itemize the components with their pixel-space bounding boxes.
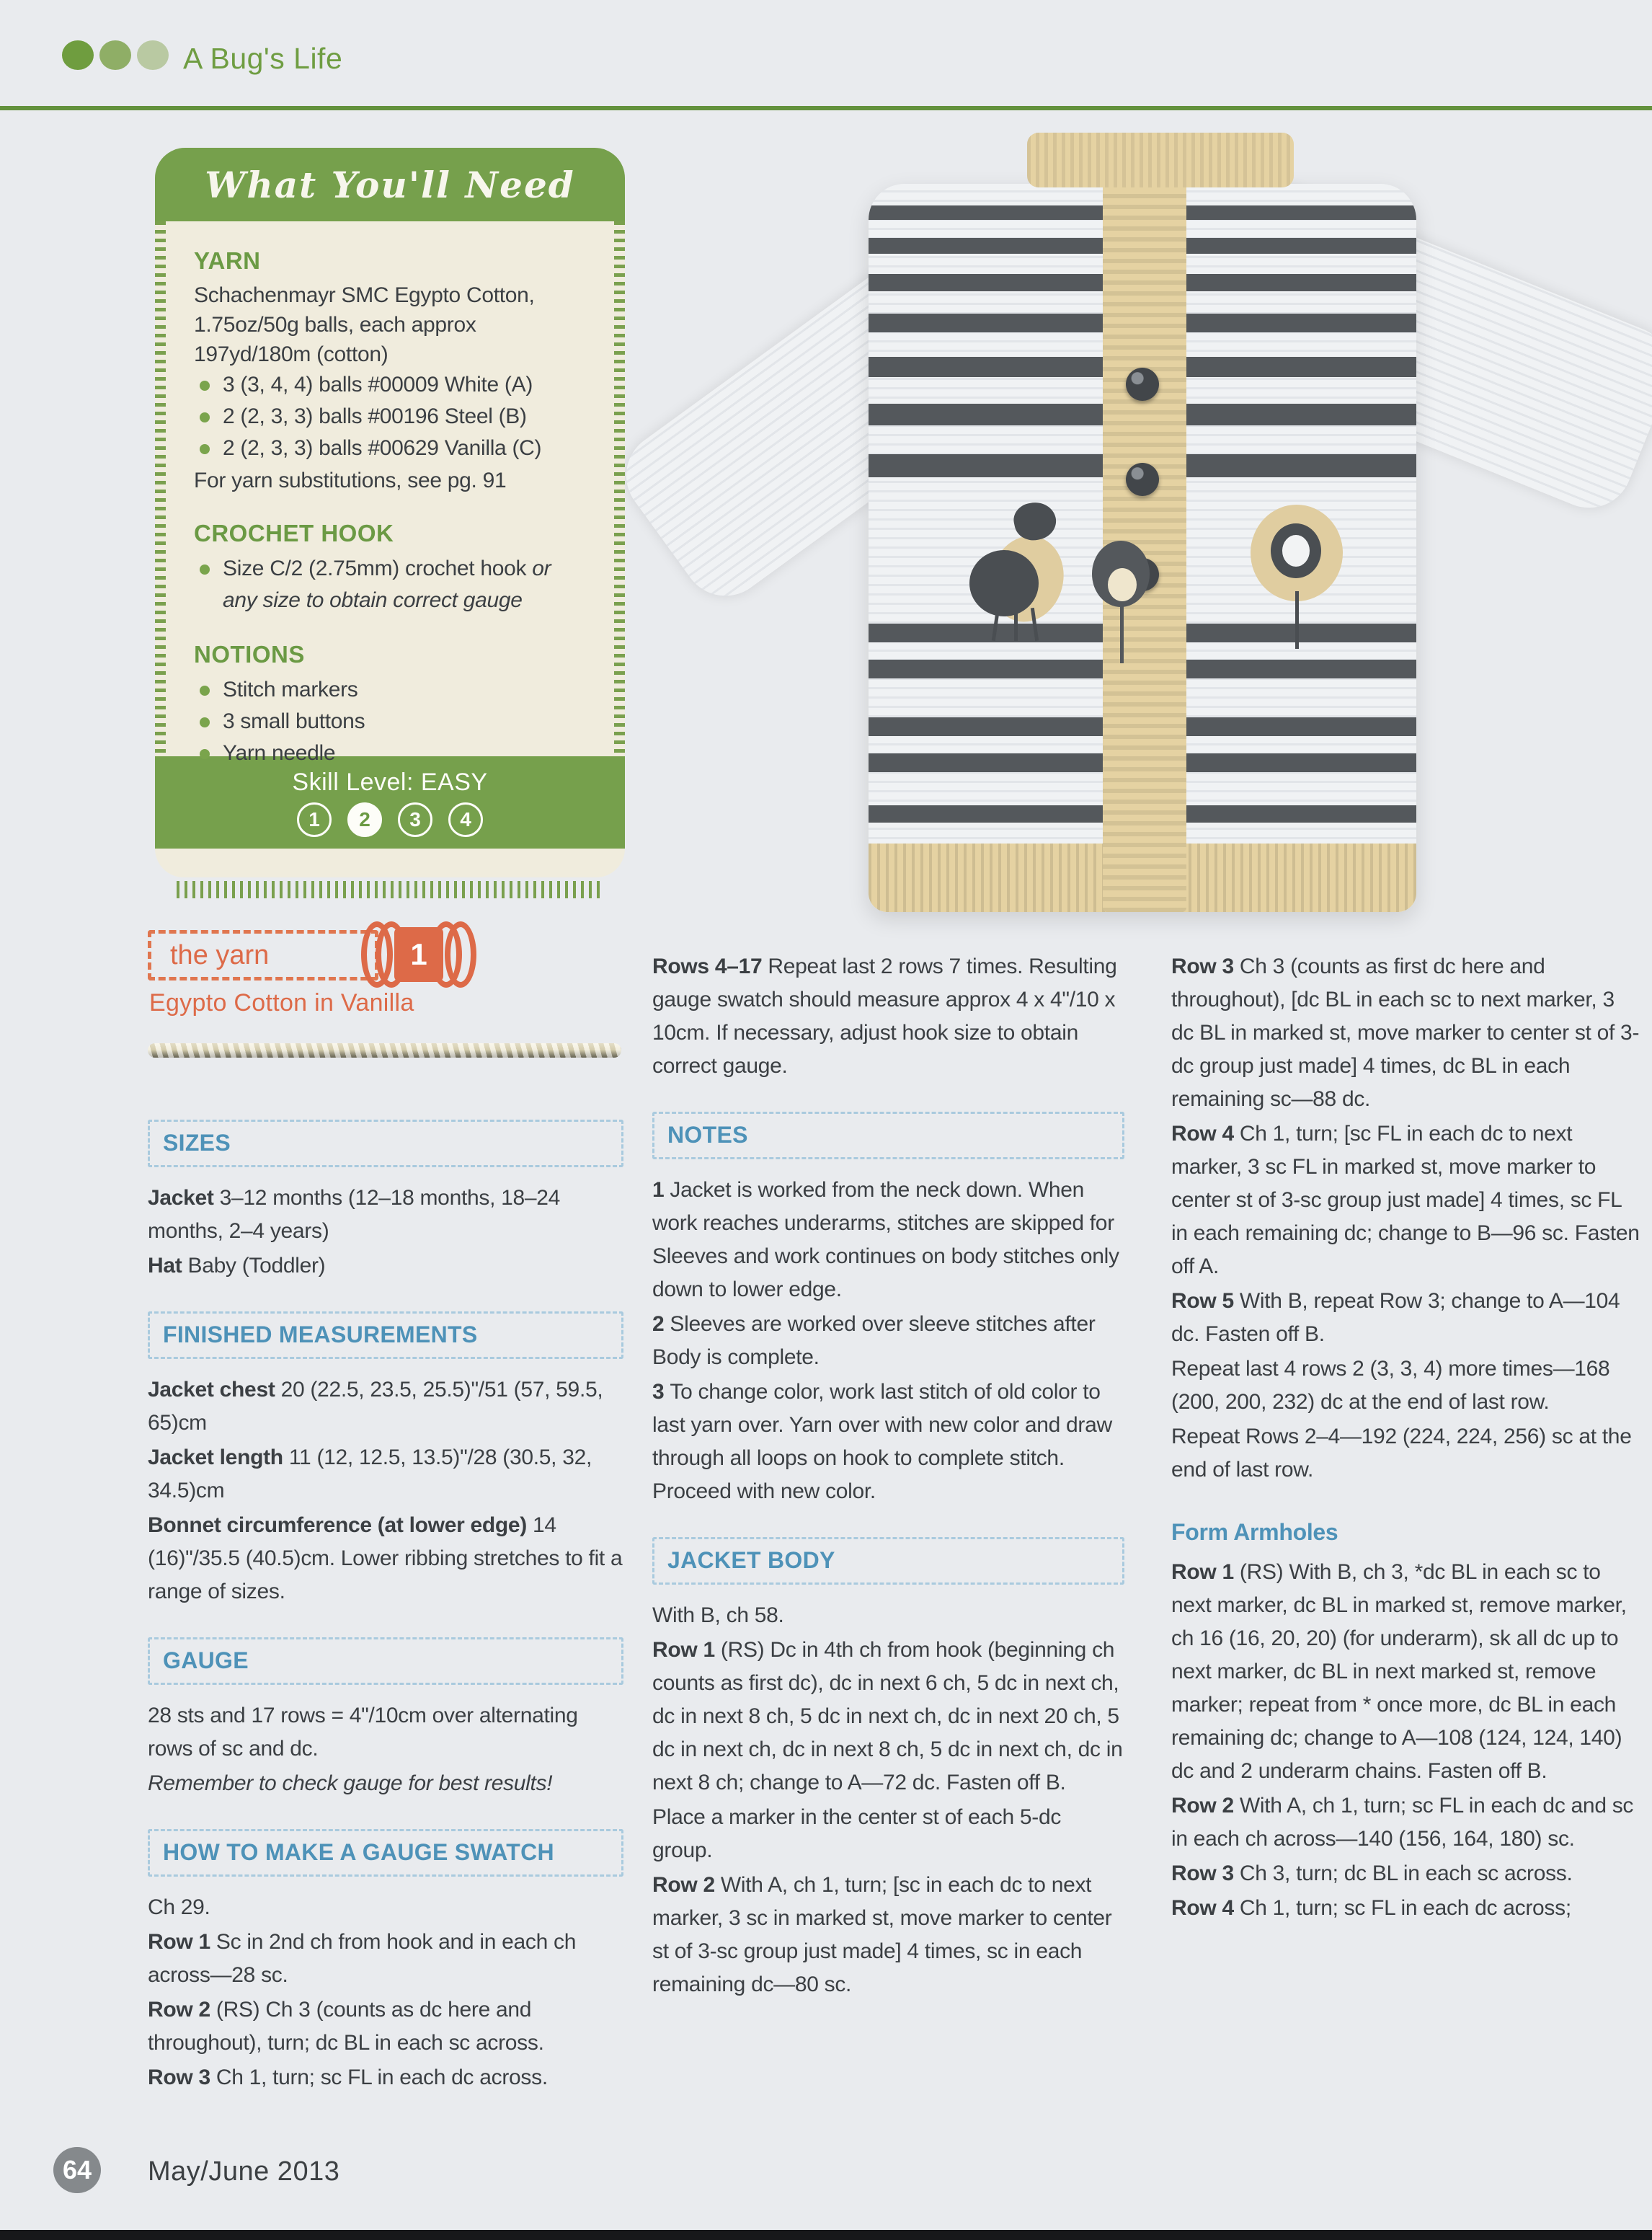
skill-level-4: 4	[448, 802, 483, 837]
section-sizes	[148, 1120, 623, 1283]
article-title: A Bug's Life	[183, 42, 343, 75]
skill-level-scale	[297, 802, 483, 837]
paragraph: Bonnet circumference (at lower edge) 14 (16)"/35.5 (40.5)cm. Lower ribbing stretches to fit a range of sizes.	[148, 1513, 623, 1603]
paragraph: Remember to check gauge for best results!	[148, 1771, 553, 1795]
paragraph: Jacket length 11 (12, 12.5, 13.5)"/28 (30.5, 32, 34.5)cm	[148, 1446, 592, 1502]
yarn-substitution-note: For yarn substitutions, see pg. 91	[194, 469, 507, 492]
what-youll-need-box	[155, 148, 625, 877]
yarn-section	[194, 247, 586, 495]
page-number-badge: 64	[53, 2147, 101, 2193]
paragraph: Row 3 Ch 3 (counts as first dc here and throughout), [dc BL in each sc to next marker, 3 dc BL in marked st, move marker to center st of 3-dc group just made] 4 times, dc BL in each remaining sc—88 dc.	[1171, 955, 1640, 1111]
sweater-photo	[634, 123, 1647, 952]
paragraph: 28 sts and 17 rows = 4"/10cm over alternating rows of sc and dc.	[148, 1704, 578, 1761]
list-item: 3 small buttons	[194, 706, 586, 738]
the-yarn-label-box	[148, 930, 378, 980]
paragraph: Row 4 Ch 1, turn; [sc FL in each dc to next marker, 3 sc FL in marked st, move marker to center st of 3-sc group just made] 4 times, sc FL in each remaining dc; change to B—96 sc. Fasten off A.	[1171, 1122, 1640, 1278]
section-heading: GAUGE	[148, 1637, 623, 1685]
paragraph: Row 1 (RS) Dc in 4th ch from hook (beginning ch counts as first dc), dc in next 6 ch, 5 dc in next ch, dc in next 8 ch, 5 dc in next ch, dc in next 20 ch, 5 dc in next ch, dc in next 8 ch, 5 dc in next ch, dc in next 8 ch; change to A—72 dc. Fasten off B.	[652, 1638, 1123, 1794]
issue-date: May/June 2013	[148, 2156, 340, 2187]
middle-column	[652, 950, 1124, 2030]
section-continued	[652, 950, 1124, 1083]
paragraph: Hat Baby (Toddler)	[148, 1254, 326, 1278]
yarn-name: Egypto Cotton in Vanilla	[149, 989, 414, 1017]
paragraph: Row 2 (RS) Ch 3 (counts as dc here and throughout), turn; dc BL in each sc across.	[148, 1998, 544, 2055]
yarn-skein-icon	[361, 918, 484, 993]
fringe-decoration	[177, 881, 603, 898]
page-edge	[0, 2230, 1652, 2240]
paragraph: Row 1 (RS) With B, ch 3, *dc BL in each sc to next marker, dc BL in marked st, remove marker, ch 16 (16, 20, 20) (for underarm), sk all dc up to next marker, dc BL in next marked st, remove marker; repeat from * once more, dc BL in each remaining dc; change to A—108 (124, 124, 140) dc and 2 underarm chains. Fasten off B.	[1171, 1560, 1627, 1783]
needs-box-footer	[155, 849, 625, 877]
paragraph: Repeat Rows 2–4—192 (224, 224, 256) sc at the end of last row.	[1171, 1425, 1632, 1482]
section-heading: JACKET BODY	[652, 1537, 1124, 1585]
notions-heading: NOTIONS	[194, 641, 305, 668]
skill-level-2: 2	[347, 802, 382, 837]
paragraph: 3 To change color, work last stitch of old color to last yarn over. Yarn over with new color and draw through all loops on hook to complete stitch. Proceed with new color.	[652, 1380, 1112, 1503]
skill-level-1: 1	[297, 802, 332, 837]
needs-box-body	[155, 221, 625, 765]
needs-box-header	[155, 148, 625, 221]
yarn-bullet-list	[194, 369, 586, 464]
flower-ring-applique	[1251, 505, 1344, 649]
paragraph: Row 3 Ch 3, turn; dc BL in each sc across.	[1171, 1861, 1573, 1885]
right-column	[1171, 950, 1640, 1954]
paragraph: Row 3 Ch 1, turn; sc FL in each dc across.	[148, 2066, 548, 2089]
paragraph: Row 5 With B, repeat Row 3; change to A—104 dc. Fasten off B.	[1171, 1289, 1620, 1346]
paragraph: Row 2 With A, ch 1, turn; [sc in each dc to next marker, 3 sc in marked st, move marker to center st of 3-sc group just made] 4 times, sc in each remaining dc—80 sc.	[652, 1873, 1112, 1996]
the-yarn-label: the yarn	[170, 939, 270, 970]
hook-bullet-list	[194, 553, 586, 616]
paragraph: 1 Jacket is worked from the neck down. When work reaches underarms, stitches are skipped for Sleeves and work continues on body stitches only down to lower edge.	[652, 1178, 1119, 1301]
section-heading: HOW TO MAKE A GAUGE SWATCH	[148, 1829, 623, 1877]
sweater-button	[1126, 368, 1159, 401]
paragraph: Repeat last 4 rows 2 (3, 3, 4) more times—168 (200, 200, 232) dc at the end of last row.	[1171, 1357, 1610, 1414]
skill-level-band	[155, 756, 625, 849]
green-dot-icon	[99, 40, 131, 70]
paragraph: 2 Sleeves are worked over sleeve stitches after Body is complete.	[652, 1312, 1096, 1369]
section-how-to-make-a-gauge-swatch	[148, 1829, 623, 2094]
section-heading: Form Armholes	[1171, 1519, 1338, 1545]
sweater-button-band	[1103, 166, 1186, 912]
needs-box-title: What You'll Need	[205, 163, 575, 206]
header-rule	[0, 106, 1652, 110]
paragraph: Jacket 3–12 months (12–18 months, 18–24 months, 2–4 years)	[148, 1186, 561, 1243]
paragraph: Row 2 With A, ch 1, turn; sc FL in each dc and sc in each ch across—140 (156, 164, 180) sc.	[1171, 1794, 1634, 1851]
section-finished-measurements	[148, 1311, 623, 1608]
green-dot-icon	[137, 40, 169, 70]
crochet-hook-section	[194, 520, 586, 616]
list-item: Size C/2 (2.75mm) crochet hook or any size to obtain correct gauge	[194, 553, 586, 616]
list-item: 2 (2, 3, 3) balls #00629 Vanilla (C)	[194, 433, 586, 464]
flower-applique	[1092, 541, 1157, 663]
left-column	[148, 1120, 623, 2123]
section-notes	[652, 1112, 1124, 1508]
list-item: 2 (2, 3, 3) balls #00196 Steel (B)	[194, 401, 586, 433]
section-heading: SIZES	[148, 1120, 623, 1167]
paragraph: With B, ch 58.	[652, 1603, 784, 1627]
paragraph: Row 1 Sc in 2nd ch from hook and in each ch across—28 sc.	[148, 1930, 577, 1987]
green-dot-icon	[62, 40, 94, 70]
paragraph: Place a marker in the center st of each 5-dc group.	[652, 1805, 1062, 1862]
sweater-collar	[1027, 133, 1294, 187]
crochet-hook-heading: CROCHET HOOK	[194, 520, 394, 546]
yarn-count: 1	[410, 937, 427, 971]
yarn-heading: YARN	[194, 247, 261, 274]
list-item: 3 (3, 4, 4) balls #00009 White (A)	[194, 369, 586, 401]
section-form-armholes	[1171, 1515, 1640, 1925]
section-gauge	[148, 1637, 623, 1800]
yarn-intro: Schachenmayr SMC Egypto Cotton, 1.75oz/50g balls, each approx 197yd/180m (cotton)	[194, 283, 535, 366]
sweater-button	[1126, 463, 1159, 496]
section-heading: NOTES	[652, 1112, 1124, 1159]
paragraph: Row 4 Ch 1, turn; sc FL in each dc across;	[1171, 1896, 1571, 1920]
section-jacket-body	[652, 1537, 1124, 2001]
paragraph: Rows 4–17 Repeat last 2 rows 7 times. Resulting gauge swatch should measure approx 4 x 4"/10 x 10cm. If necessary, adjust hook size to obtain correct gauge.	[652, 955, 1117, 1078]
list-item: Yarn needle	[194, 738, 586, 769]
skill-level-label: Skill Level: EASY	[292, 768, 488, 796]
skill-level-3: 3	[398, 802, 432, 837]
paragraph: Ch 29.	[148, 1895, 210, 1919]
section-continued	[1171, 950, 1640, 1487]
notions-bullet-list	[194, 674, 586, 769]
yarn-strand-photo	[148, 1043, 621, 1058]
section-heading: FINISHED MEASUREMENTS	[148, 1311, 623, 1359]
beetle-applique	[969, 515, 1063, 624]
list-item: Stitch markers	[194, 674, 586, 706]
notions-section	[194, 641, 586, 769]
paragraph: Jacket chest 20 (22.5, 23.5, 25.5)"/51 (57, 59.5, 65)cm	[148, 1378, 603, 1435]
